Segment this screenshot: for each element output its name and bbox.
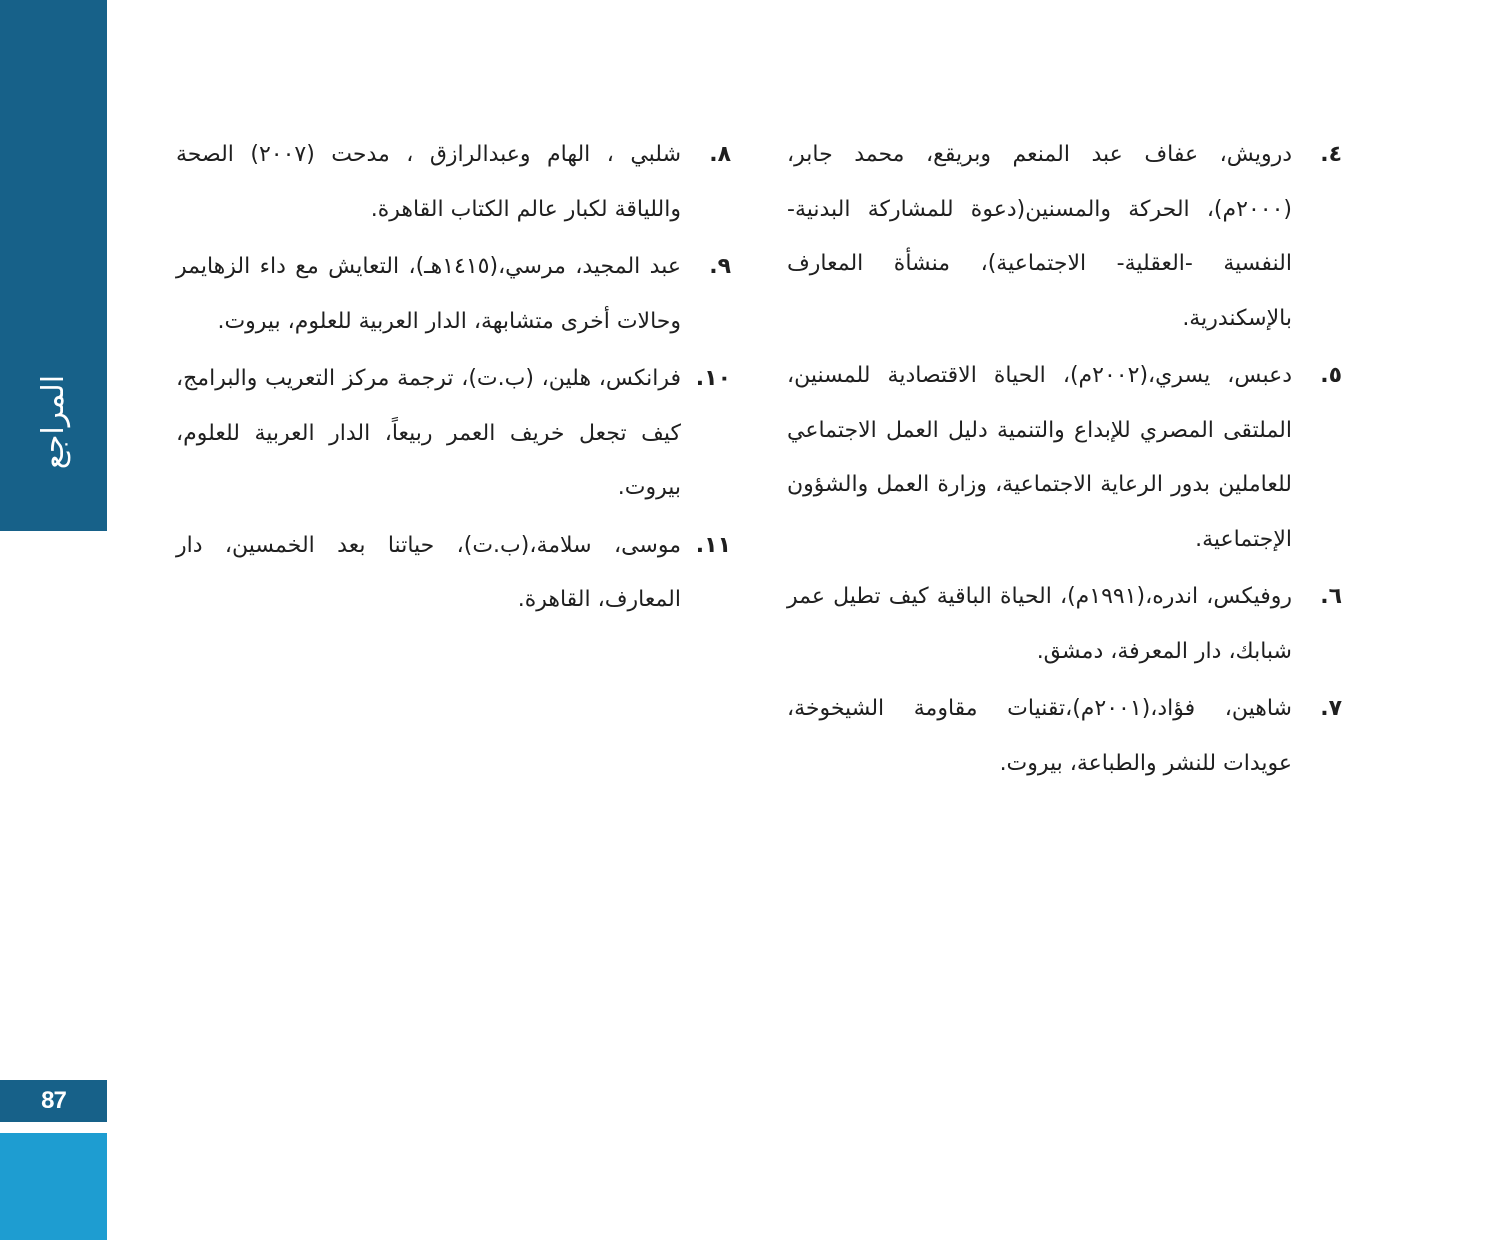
reference-text: موسى، سلامة،(ب.ت)، حياتنا بعد الخمسين، دار المعارف، القاهرة.: [176, 532, 681, 612]
reference-number: ٧.: [1320, 696, 1342, 721]
page-number-box: [0, 1080, 107, 1122]
reference-text: عبد المجيد، مرسي،(١٤١٥هـ)، التعايش مع داء الزهايمر وحالات أخرى متشابهة، الدار العربية للعلوم، بيروت.: [176, 254, 681, 334]
reference-number: ٦.: [1320, 584, 1342, 609]
reference-item: [787, 349, 1342, 567]
reference-text: شلبي ، الهام وعبدالرازق ، مدحت (٢٠٠٧) الصحة واللياقة لكبار عالم الكتاب القاهرة.: [176, 142, 682, 222]
references-left-column: [176, 128, 731, 631]
reference-text: روفيكس، اندره،(١٩٩١م)، الحياة الباقية كيف تطيل عمر شبابك، دار المعرفة، دمشق.: [787, 584, 1292, 664]
reference-item: [176, 352, 731, 516]
reference-number: ٤.: [1320, 142, 1342, 167]
reference-text: فرانكس، هلين، (ب.ت)، ترجمة مركز التعريب والبرامج، كيف تجعل خريف العمر ربيعاً، الدار العربية للعلوم، بيروت.: [176, 366, 681, 500]
reference-number: ١٠.: [695, 366, 731, 391]
reference-text: درويش، عفاف عبد المنعم وبريقع، محمد جابر، (٢٠٠٠م)، الحركة والمسنين(دعوة للمشاركة البدنية-النفسية -العقلية- الاجتماعية)، منشأة المعارف بالإسكندرية.: [787, 142, 1292, 331]
reference-text: دعبس، يسري،(٢٠٠٢م)، الحياة الاقتصادية للمسنين، الملتقى المصري للإبداع والتنمية دليل العمل الاجتماعي للعاملين بدور الرعاية الاجتماعية، وزارة العمل والشؤون الإجتماعية.: [787, 363, 1293, 552]
section-title: [20, 372, 88, 472]
reference-item: [176, 519, 731, 628]
reference-item: [787, 128, 1342, 346]
reference-number: ١١.: [695, 532, 731, 558]
reference-number: ٩.: [709, 254, 731, 279]
bottom-color-block: [0, 1133, 107, 1240]
section-title-text: المراجع: [36, 374, 71, 470]
reference-number: ٥.: [1320, 363, 1342, 388]
page-number: 87: [41, 1087, 66, 1114]
reference-number: ٨.: [709, 142, 731, 167]
reference-item: [176, 128, 731, 237]
references-right-column: [787, 128, 1342, 794]
reference-text: شاهين، فؤاد،(٢٠٠١م)،تقنيات مقاومة الشيخوخة، عويدات للنشر والطباعة، بيروت.: [787, 696, 1292, 776]
reference-item: [176, 240, 731, 349]
reference-item: [787, 682, 1342, 791]
reference-item: [787, 570, 1342, 679]
